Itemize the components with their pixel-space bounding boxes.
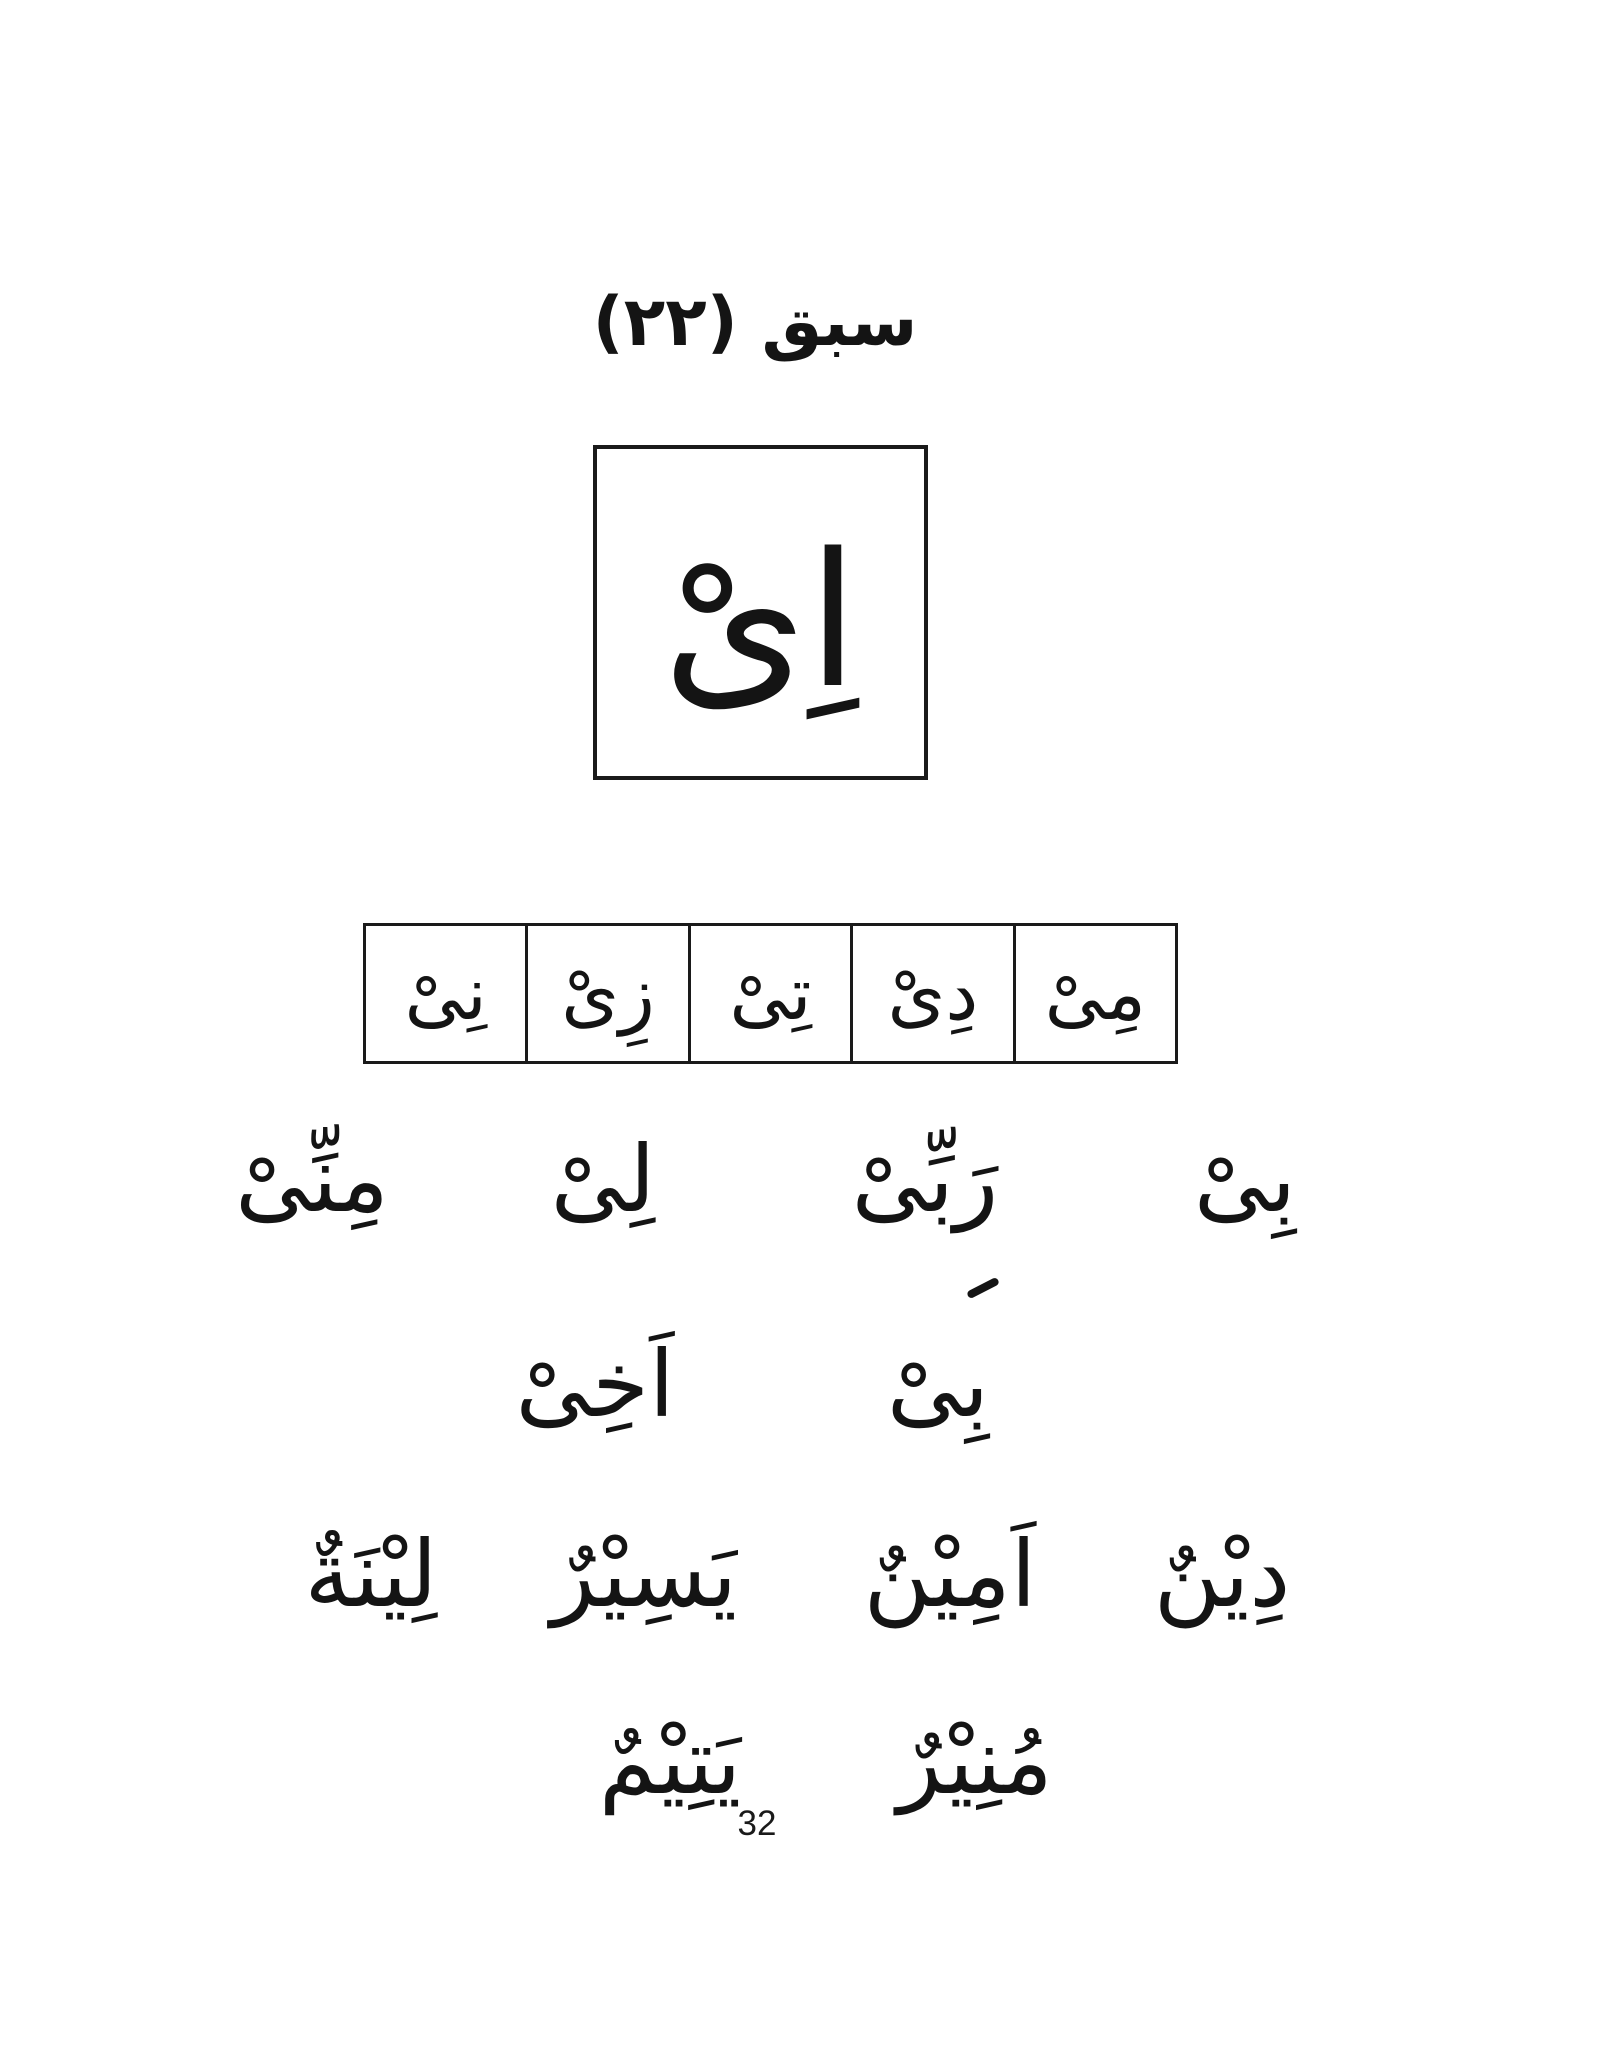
stray-fatha-mark [966,1277,1000,1300]
letter-cell [688,926,850,1061]
letter-cell [525,926,687,1061]
letter-cell-text: زِیْ [561,950,655,1037]
word: مِنِّیْ [235,1126,389,1233]
word: لِیْ [550,1126,656,1233]
word: بِیْ [886,1331,990,1438]
word: لِیْنَةٌ [304,1521,438,1628]
focus-letter-box [593,445,928,780]
word: مُنِیْرٌ [897,1708,1053,1815]
letter-table [363,923,1178,1064]
focus-letter: اِیْ [662,513,859,729]
word: اَمِیْنٌ [863,1521,1037,1628]
letter-cell-text: مِیْ [1044,950,1146,1037]
page-number: 32 [737,1804,777,1843]
word: یَتِیْمٌ [598,1708,742,1815]
word: یَسِیْرٌ [550,1521,738,1628]
word: دِیْنٌ [1153,1521,1291,1628]
word: اَخِیْ [515,1331,675,1438]
lesson-title: سبق (٢٢) [592,283,918,362]
word: بِیْ [1193,1126,1297,1233]
letter-cell-text: تِیْ [729,950,812,1037]
letter-cell [366,926,525,1061]
word: رَبِّیْ [851,1126,999,1233]
letter-cell [1013,926,1175,1061]
letter-cell-text: نِیْ [404,950,487,1037]
letter-cell-text: دِیْ [887,950,979,1037]
letter-cell [850,926,1012,1061]
